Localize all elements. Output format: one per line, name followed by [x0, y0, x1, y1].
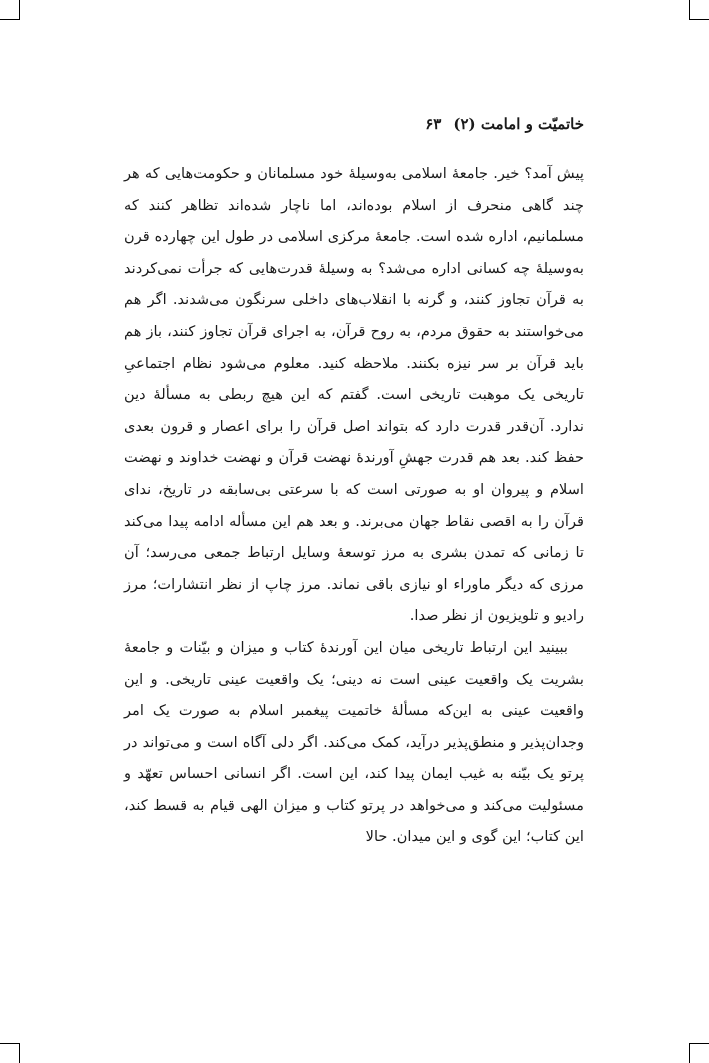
crop-mark-top-right-vertical	[689, 0, 690, 20]
crop-mark-top-left-vertical	[19, 0, 20, 20]
crop-mark-bottom-right-horizontal	[689, 1043, 709, 1044]
crop-mark-bottom-left-horizontal	[0, 1043, 20, 1044]
body-text	[124, 158, 584, 853]
crop-mark-top-left-horizontal	[0, 19, 20, 20]
crop-mark-bottom-left-vertical	[19, 1043, 20, 1063]
crop-mark-top-right-horizontal	[689, 19, 709, 20]
paragraph: پیش آمد؟ خیر. جامعهٔ اسلامی به‌وسیلهٔ خود مسلمانان و حکومت‌هایی که هر چند گاهی منحرف از اسلام بوده‌اند، اما ناچار شده‌اند تظاهر کنند که مسلمانیم، اداره شده است. جامعهٔ مرکزی اسلامی در طول این چهارده قرن به‌وسیلهٔ چه کسانی اداره می‌شد؟ به وسیلهٔ قدرت‌هایی که جرأت نمی‌کردند به قرآن تجاوز کنند، و گرنه با انقلاب‌های داخلی سرنگون می‌شدند. اگر هم می‌خواستند به حقوق مردم، به روح قرآن، به اجرای قرآن تجاوز کنند، باز هم باید قرآن بر سر نیزه بکنند. ملاحظه کنید. معلوم می‌شود نظام اجتماعیِ تاریخی یک موهبت تاریخی است. گفتم که این هیچ ربطی به مسألهٔ دین ندارد. آن‌قدر قدرت دارد که بتواند اصل قرآن را برای اعصار و قرون بعدی حفظ کند. بعد هم قدرت جهشِ آورندهٔ نهضت قرآن و نهضت خداوند و نهضت اسلام و پیروان او به صورتی است که با سرعتی بی‌سابقه در تاریخ، ندای قرآن را به اقصی نقاط جهان می‌برند. و بعد هم این مسأله ادامه پیدا می‌کند تا زمانی که تمدن بشری به مرز توسعهٔ وسایل ارتباط جمعی می‌رسد؛ آن مرزی که دیگر ماوراء او نیازی باقی نماند. مرز چاپ از نظر انتشارات؛ مرز رادیو و تلویزیون از نظر صدا.	[124, 165, 584, 625]
paragraph: ببینید این ارتباط تاریخی میان این آورندهٔ کتاب و میزان و بیّنات و جامعهٔ بشریت یک واقعیت عینی است نه دینی؛ یک واقعیت عینی تاریخی. و این واقعیت عینی به این‌که مسألهٔ خاتمیت پیغمبر اسلام به صورت یک امر وجدان‌پذیر و منطق‌پذیر درآید، کمک می‌کند. اگر دلی آگاه است و می‌تواند در پرتو یک بیّنه به غیب ایمان پیدا کند، این است. اگر انسانی احساس تعهّد و مسئولیت می‌کند و می‌خواهد در پرتو کتاب و میزان الهی قیام به قسط کند، این کتاب؛ این گوی و این میدان. حالا	[124, 638, 584, 846]
running-head-title: خاتمیّت و امامت (۲)	[453, 115, 584, 133]
crop-mark-bottom-right-vertical	[689, 1043, 690, 1063]
page-number: ۶۳	[425, 115, 442, 133]
running-head	[124, 112, 584, 136]
